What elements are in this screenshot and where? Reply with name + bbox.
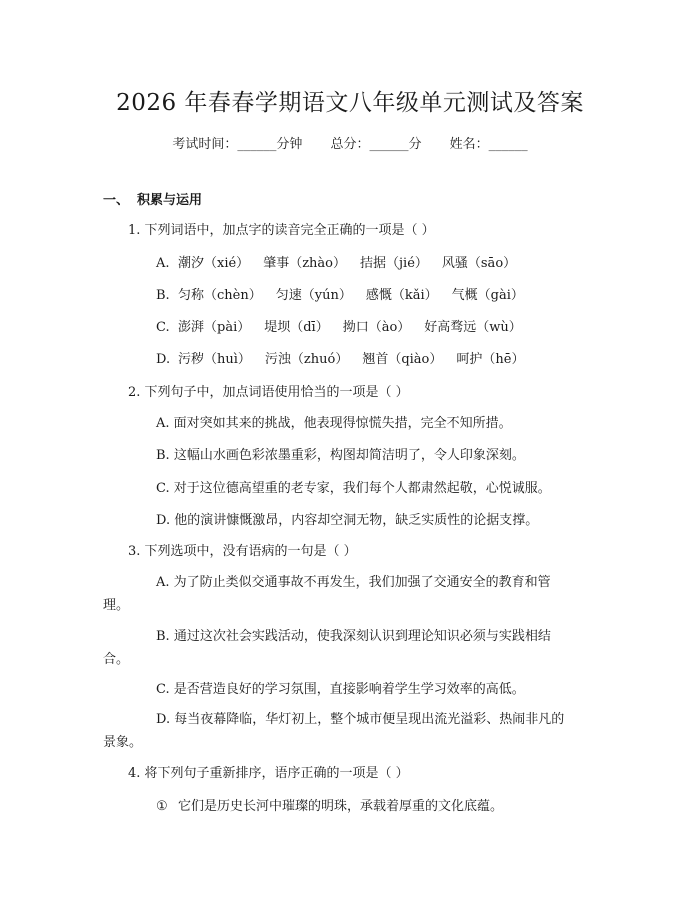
question-3-option-a-line2: 理。 xyxy=(103,598,130,613)
sentence-text: 它们是历史长河中璀璨的明珠，承载着厚重的文化底蕴。 xyxy=(178,799,504,814)
total-score-field: 总分：______分 xyxy=(330,137,422,152)
pinyin-item: 翘首（qiào） xyxy=(362,352,443,367)
pinyin-item: 拗口（ào） xyxy=(342,320,411,335)
section-heading xyxy=(103,192,202,210)
question-1-stem: 1. 下列词语中，加点字的读音完全正确的一项是（ ） xyxy=(128,223,435,238)
question-4-sentence-1 xyxy=(156,798,503,816)
question-2-option-a: A. 面对突如其来的挑战，他表现得惊慌失措，完全不知所措。 xyxy=(156,416,512,431)
exam-time-field: 考试时间：______分钟 xyxy=(172,137,303,152)
pinyin-item: 风骚（sāo） xyxy=(441,256,517,271)
pinyin-item: 潮汐（xié） xyxy=(178,256,250,271)
pinyin-item: 肇事（zhào） xyxy=(263,256,346,271)
question-3-option-d-line2: 景象。 xyxy=(103,735,143,750)
pinyin-item: 堤坝（dī） xyxy=(264,320,329,335)
student-name-field: 姓名：______ xyxy=(449,137,528,152)
pinyin-item: 呵护（hē） xyxy=(456,352,525,367)
question-2-option-c: C. 对于这位德高望重的老专家，我们每个人都肃然起敬，心悦诚服。 xyxy=(156,481,551,496)
page-title: 2026 年春春学期语文八年级单元测试及答案 xyxy=(116,90,584,116)
question-2-option-d: D. 他的演讲慷慨激昂，内容却空洞无物，缺乏实质性的论据支撑。 xyxy=(156,513,539,528)
pinyin-item: 污浊（zhuó） xyxy=(264,352,349,367)
pinyin-item: 感慨（kǎi） xyxy=(365,288,438,303)
option-label: D. xyxy=(156,352,171,367)
question-3-stem: 3. 下列选项中，没有语病的一句是（ ） xyxy=(128,544,357,559)
question-3-option-b-line2: 合。 xyxy=(103,652,130,667)
pinyin-item: 气概（gài） xyxy=(451,288,524,303)
exam-info xyxy=(0,133,700,152)
question-1-option-c xyxy=(156,319,522,337)
question-3-option-a-line1: A. 为了防止类似交通事故不再发生，我们加强了交通安全的教育和管 xyxy=(156,575,551,590)
option-label: B. xyxy=(156,288,170,303)
question-3-option-c: C. 是否营造良好的学习氛围，直接影响着学生学习效率的高低。 xyxy=(156,682,525,697)
option-label: C. xyxy=(156,320,170,335)
question-2-stem: 2. 下列句子中，加点词语使用恰当的一项是（ ） xyxy=(128,385,409,400)
question-3-option-b-line1: B. 通过这次社会实践活动，使我深刻认识到理论知识必须与实践相结 xyxy=(156,629,551,644)
question-1-option-b xyxy=(156,287,524,305)
circled-number-marker: ① xyxy=(156,799,168,814)
pinyin-item: 澎湃（pài） xyxy=(178,320,251,335)
pinyin-item: 匀称（chèn） xyxy=(178,288,262,303)
section-number: 一、 xyxy=(103,193,130,208)
pinyin-item: 匀速（yún） xyxy=(275,288,352,303)
option-label: A. xyxy=(156,256,170,271)
question-1-option-d xyxy=(156,351,524,369)
pinyin-item: 好高骛远（wù） xyxy=(424,320,522,335)
pinyin-item: 拮据（jié） xyxy=(360,256,428,271)
question-1-option-a xyxy=(156,255,516,273)
pinyin-item: 污秽（huì） xyxy=(178,352,251,367)
question-3-option-d-line1: D. 每当夜幕降临，华灯初上，整个城市便呈现出流光溢彩、热闹非凡的 xyxy=(156,712,565,727)
section-title: 积累与运用 xyxy=(137,193,203,208)
question-2-option-b: B. 这幅山水画色彩浓墨重彩，构图却简洁明了，令人印象深刻。 xyxy=(156,448,525,463)
question-4-stem: 4. 将下列句子重新排序，语序正确的一项是（ ） xyxy=(128,766,409,781)
